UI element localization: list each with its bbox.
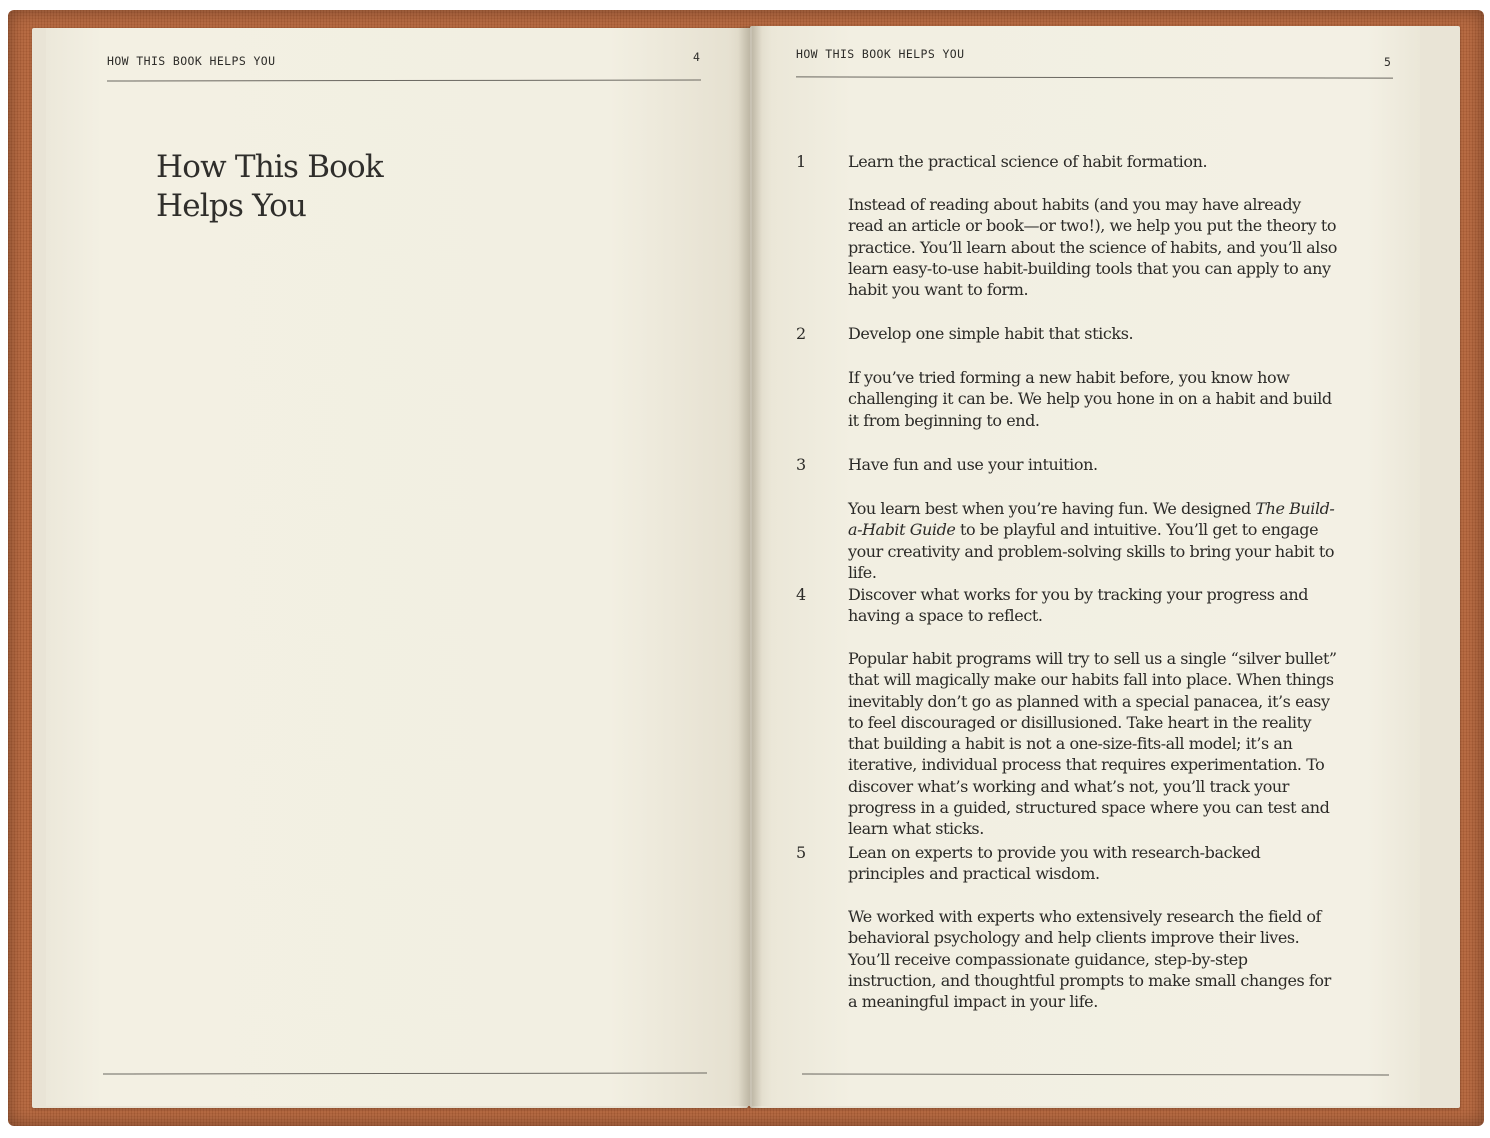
item-body: Instead of reading about habits (and you may have already read an article or book—or two!), we help you put the theory to practice. You’ll learn about the science of habits, and you’ll also learn easy-to-use habit-building tools that you can apply to any habit you want to form. <box>848 195 1337 300</box>
item-body: If you’ve tried forming a new habit before, you know how challenging it can be. We help you hone in on a habit and build it from beginning to end. <box>848 368 1332 430</box>
header-rule-left <box>107 79 701 81</box>
footer-rule-right <box>802 1073 1389 1075</box>
list-item-3 <box>796 454 1335 582</box>
item-body-text: to be playful and intuitive. You’ll get to engage your creativity and problem-solving skills to bring your habit to life. <box>848 520 1335 582</box>
left-page <box>46 28 750 1106</box>
list-item-5 <box>796 842 1331 1012</box>
item-number: 2 <box>796 324 807 343</box>
item-number: 4 <box>796 585 807 604</box>
header-rule-right <box>796 76 1393 78</box>
item-number: 3 <box>796 455 807 474</box>
right-page <box>752 26 1420 1106</box>
item-body <box>848 498 1338 583</box>
item-body: Popular habit programs will try to sell us a single “silver bullet” that will magically make our habits fall into place. When things inevitably don’t go as planned with a special panacea, it’s easy to feel discouraged or disillusioned. Take heart in the reality that building a habit is not a one-size-fits-all model; it’s an iterative, individual process that requires experimentation. To discover what’s working and what’s not, you’ll track your progress in a guided, structured space where you can test and learn what sticks. <box>848 649 1337 839</box>
item-heading: Discover what works for you by tracking your progress and having a space to reflect. <box>848 585 1309 625</box>
item-number: 1 <box>796 152 807 171</box>
item-heading: Learn the practical science of habit formation. <box>848 152 1208 171</box>
running-head-left: HOW THIS BOOK HELPS YOU <box>107 54 276 68</box>
footer-rule-left <box>103 1072 707 1074</box>
chapter-title-line-2: Helps You <box>156 188 307 224</box>
list-item-4 <box>796 584 1337 839</box>
book-title-italic: The Build-a-Habit Guide <box>848 499 1335 540</box>
item-body: We worked with experts who extensively research the field of behavioral psychology and help clients improve their lives. You’ll receive compassionate guidance, step-by-step instruction, and thoughtful prompts to make small changes for a meaningful impact in your life. <box>848 907 1331 1012</box>
item-heading: Have fun and use your intuition. <box>848 455 1098 474</box>
list-item-1 <box>796 151 1337 311</box>
item-body-text: You learn best when you’re having fun. We designed <box>848 499 1256 518</box>
item-heading: Develop one simple habit that sticks. <box>848 324 1134 343</box>
running-head-right: HOW THIS BOOK HELPS YOU <box>796 47 965 61</box>
item-number: 5 <box>796 843 807 862</box>
page-number-left: 4 <box>693 50 700 64</box>
item-heading: Lean on experts to provide you with research-backed principles and practical wisdom. <box>848 843 1261 883</box>
chapter-title <box>156 148 476 226</box>
chapter-title-line-1: How This Book <box>156 149 383 185</box>
list-item-2 <box>796 323 1332 433</box>
page-number-right: 5 <box>1384 55 1391 69</box>
